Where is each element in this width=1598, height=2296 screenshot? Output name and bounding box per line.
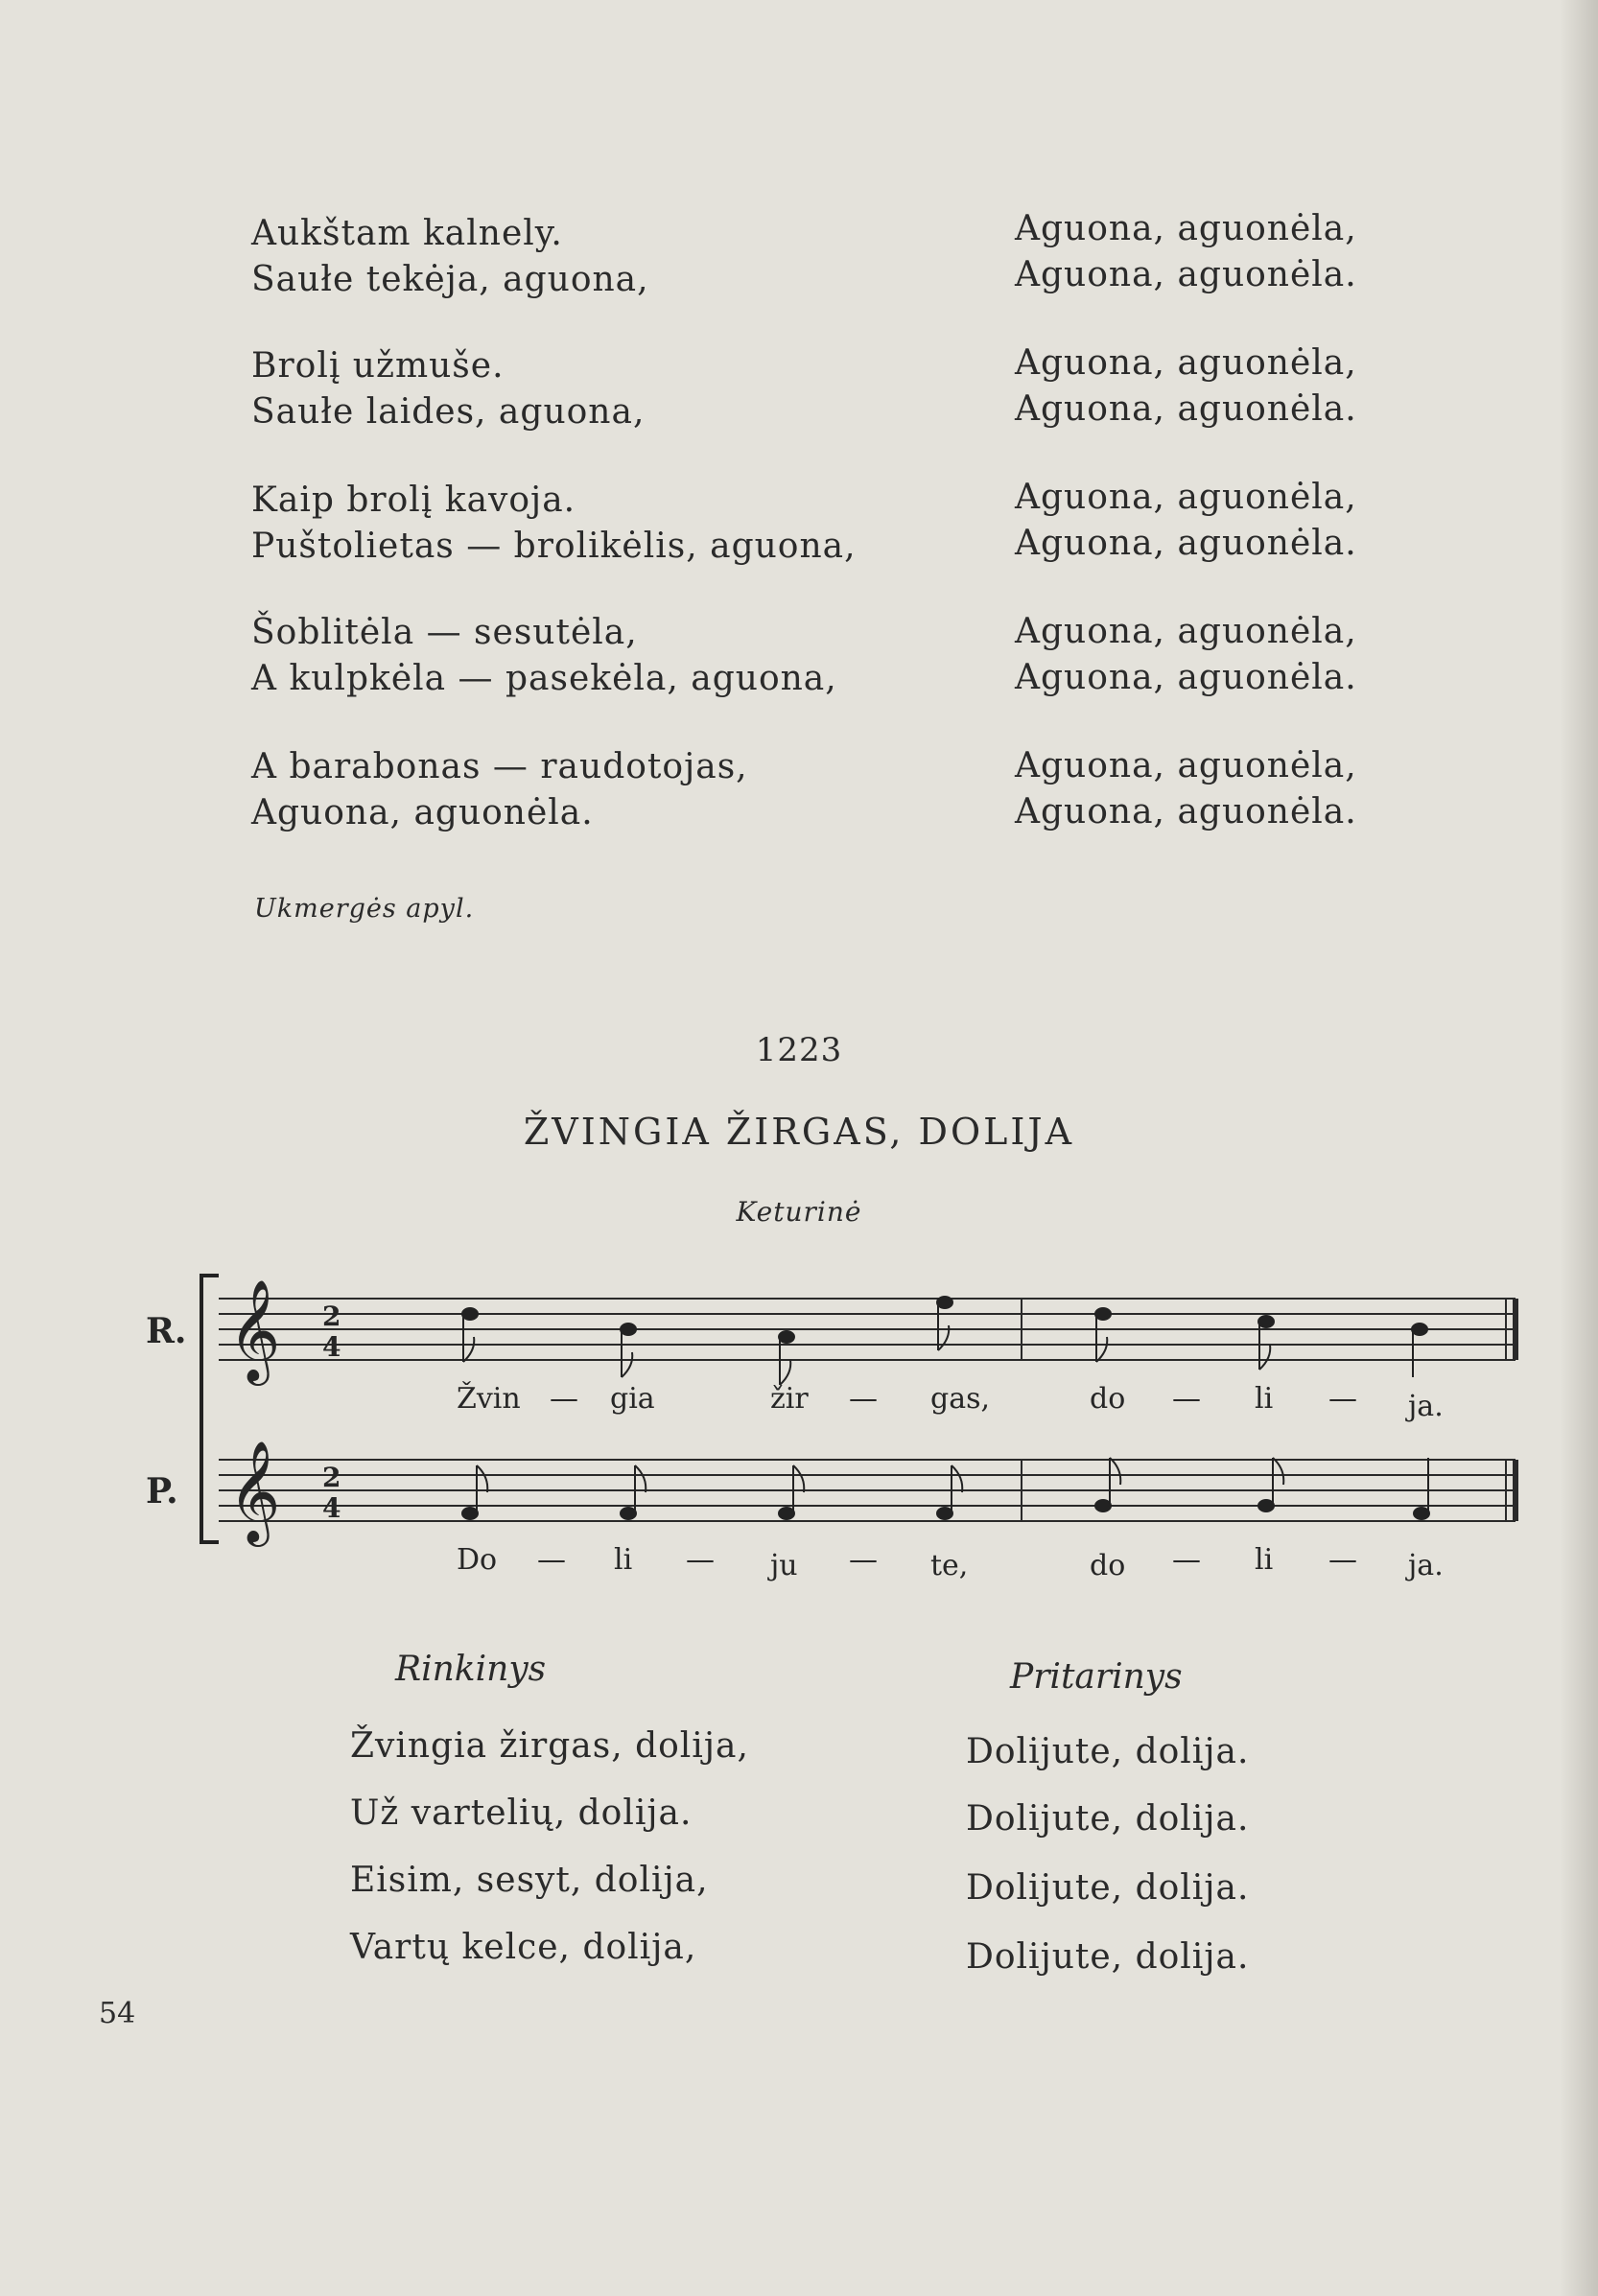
stanza (251, 478, 980, 570)
leader-line: Už vartelių, dolija. (350, 1793, 693, 1833)
svg-text:𝄞: 𝄞 (228, 1278, 281, 1381)
syllable: Žvin (457, 1382, 521, 1416)
treble-clef-icon (228, 1278, 280, 1386)
syllable-dash: — (849, 1543, 878, 1577)
verse-line: Saułe tekėja, aguona, (251, 260, 649, 299)
syllable: te, (930, 1549, 969, 1582)
lyrics-r (457, 1381, 1444, 1423)
chorus-line: Dolijute, dolija. (966, 1937, 1250, 1977)
syllable: žir (770, 1382, 809, 1416)
stanza (251, 610, 980, 702)
syllable: gia (610, 1382, 655, 1416)
stanza (1015, 743, 1514, 835)
part-label-p: P. (146, 1471, 178, 1511)
note (1414, 1458, 1429, 1519)
verse-line: A kulpkėla — pasekėla, aguona, (251, 659, 837, 698)
verse-line: Šoblitėla — sesutėla, (251, 613, 638, 652)
time-signature-top: 2 (322, 1300, 341, 1332)
svg-text:𝄞: 𝄞 (228, 1440, 281, 1542)
syllable: ja. (1408, 1390, 1444, 1423)
time-signature-top: 2 (322, 1462, 341, 1493)
stanza (251, 211, 980, 303)
verse-line: Kaip brolį kavoja. (251, 480, 576, 520)
note (621, 1324, 636, 1377)
note (1095, 1308, 1111, 1362)
refrain-line: Aguona, aguonėla, (1015, 209, 1357, 248)
previous-song-left-column (251, 211, 980, 836)
chorus-line: Dolijute, dolija. (966, 1868, 1250, 1908)
note (937, 1297, 952, 1350)
note (462, 1308, 478, 1362)
syllable: do (1090, 1382, 1126, 1416)
leader-line: Eisim, sesyt, dolija, (350, 1861, 709, 1900)
system-brace (201, 1276, 219, 1542)
verse-line: Saułe laides, aguona, (251, 392, 646, 432)
stanza (1015, 609, 1514, 701)
staff-r (219, 1299, 1516, 1360)
chorus-header: Pritarinys (1010, 1657, 1183, 1697)
part-label-r: R. (146, 1311, 187, 1351)
syllable: do (1090, 1549, 1126, 1582)
syllable: ju (770, 1549, 798, 1582)
verse-line: Aukštam kalnely. (251, 214, 563, 253)
treble-clef-icon (228, 1440, 280, 1547)
leader-line: Vartų kelce, dolija, (350, 1928, 697, 1967)
syllable: ja. (1408, 1549, 1444, 1582)
leader-header: Rinkinys (395, 1650, 547, 1689)
region-note: Ukmergės apyl. (254, 894, 475, 924)
verse-line: A barabonas — raudotojas, (251, 747, 748, 786)
time-signature-bottom: 4 (322, 1492, 341, 1524)
notes-p (462, 1458, 1429, 1519)
refrain-line: Aguona, aguonėla. (1015, 524, 1357, 563)
leader-line: Žvingia žirgas, dolija, (350, 1726, 749, 1766)
syllable-dash: — (550, 1382, 578, 1416)
syllable: li (1255, 1382, 1274, 1416)
refrain-line: Aguona, aguonėla. (1015, 255, 1357, 294)
syllable-dash: — (1328, 1382, 1357, 1416)
refrain-line: Aguona, aguonėla. (1015, 658, 1357, 697)
notes-r (462, 1297, 1427, 1385)
note (937, 1465, 962, 1519)
note (779, 1331, 794, 1385)
syllable-dash: — (537, 1543, 566, 1577)
syllable-dash: — (1328, 1543, 1357, 1577)
stanza (1015, 206, 1514, 298)
lyrics-p (457, 1543, 1444, 1582)
note (1412, 1324, 1427, 1377)
song-number: 1223 (755, 1031, 843, 1069)
staff-p (219, 1460, 1516, 1521)
previous-song-right-column (1015, 206, 1514, 835)
stanza (251, 744, 980, 836)
syllable: Do (457, 1543, 498, 1577)
song-title: ŽVINGIA ŽIRGAS, DOLIJA (523, 1111, 1075, 1153)
note (1095, 1458, 1120, 1511)
syllable-dash: — (849, 1382, 878, 1416)
refrain-line: Aguona, aguonėla. (1015, 389, 1357, 429)
syllable-dash: — (1172, 1543, 1201, 1577)
verse-line: Aguona, aguonėla. (251, 793, 594, 832)
syllable: gas, (930, 1382, 991, 1416)
note (1258, 1458, 1283, 1511)
syllable-dash: — (686, 1543, 715, 1577)
refrain-line: Aguona, aguonėla, (1015, 612, 1357, 651)
note (779, 1465, 804, 1519)
chorus-line: Dolijute, dolija. (966, 1799, 1250, 1839)
song-type: Keturinė (736, 1196, 862, 1228)
note (462, 1465, 487, 1519)
refrain-line: Aguona, aguonėla, (1015, 746, 1357, 785)
syllable-dash: — (1172, 1382, 1201, 1416)
syllable: li (614, 1543, 633, 1577)
verse-line: Brolį užmuše. (251, 346, 505, 386)
stanza (1015, 340, 1514, 433)
stanza (1015, 475, 1514, 567)
refrain-line: Aguona, aguonėla, (1015, 343, 1357, 383)
time-signature-bottom: 4 (322, 1331, 341, 1363)
page-number: 54 (99, 1997, 136, 2030)
chorus-line: Dolijute, dolija. (966, 1732, 1250, 1771)
note (1258, 1316, 1274, 1370)
stanza (251, 343, 980, 435)
refrain-line: Aguona, aguonėla. (1015, 792, 1357, 832)
verse-line: Puštolietas — brolikėlis, aguona, (251, 527, 857, 566)
syllable: li (1255, 1543, 1274, 1577)
note (621, 1465, 646, 1519)
refrain-line: Aguona, aguonėla, (1015, 478, 1357, 517)
